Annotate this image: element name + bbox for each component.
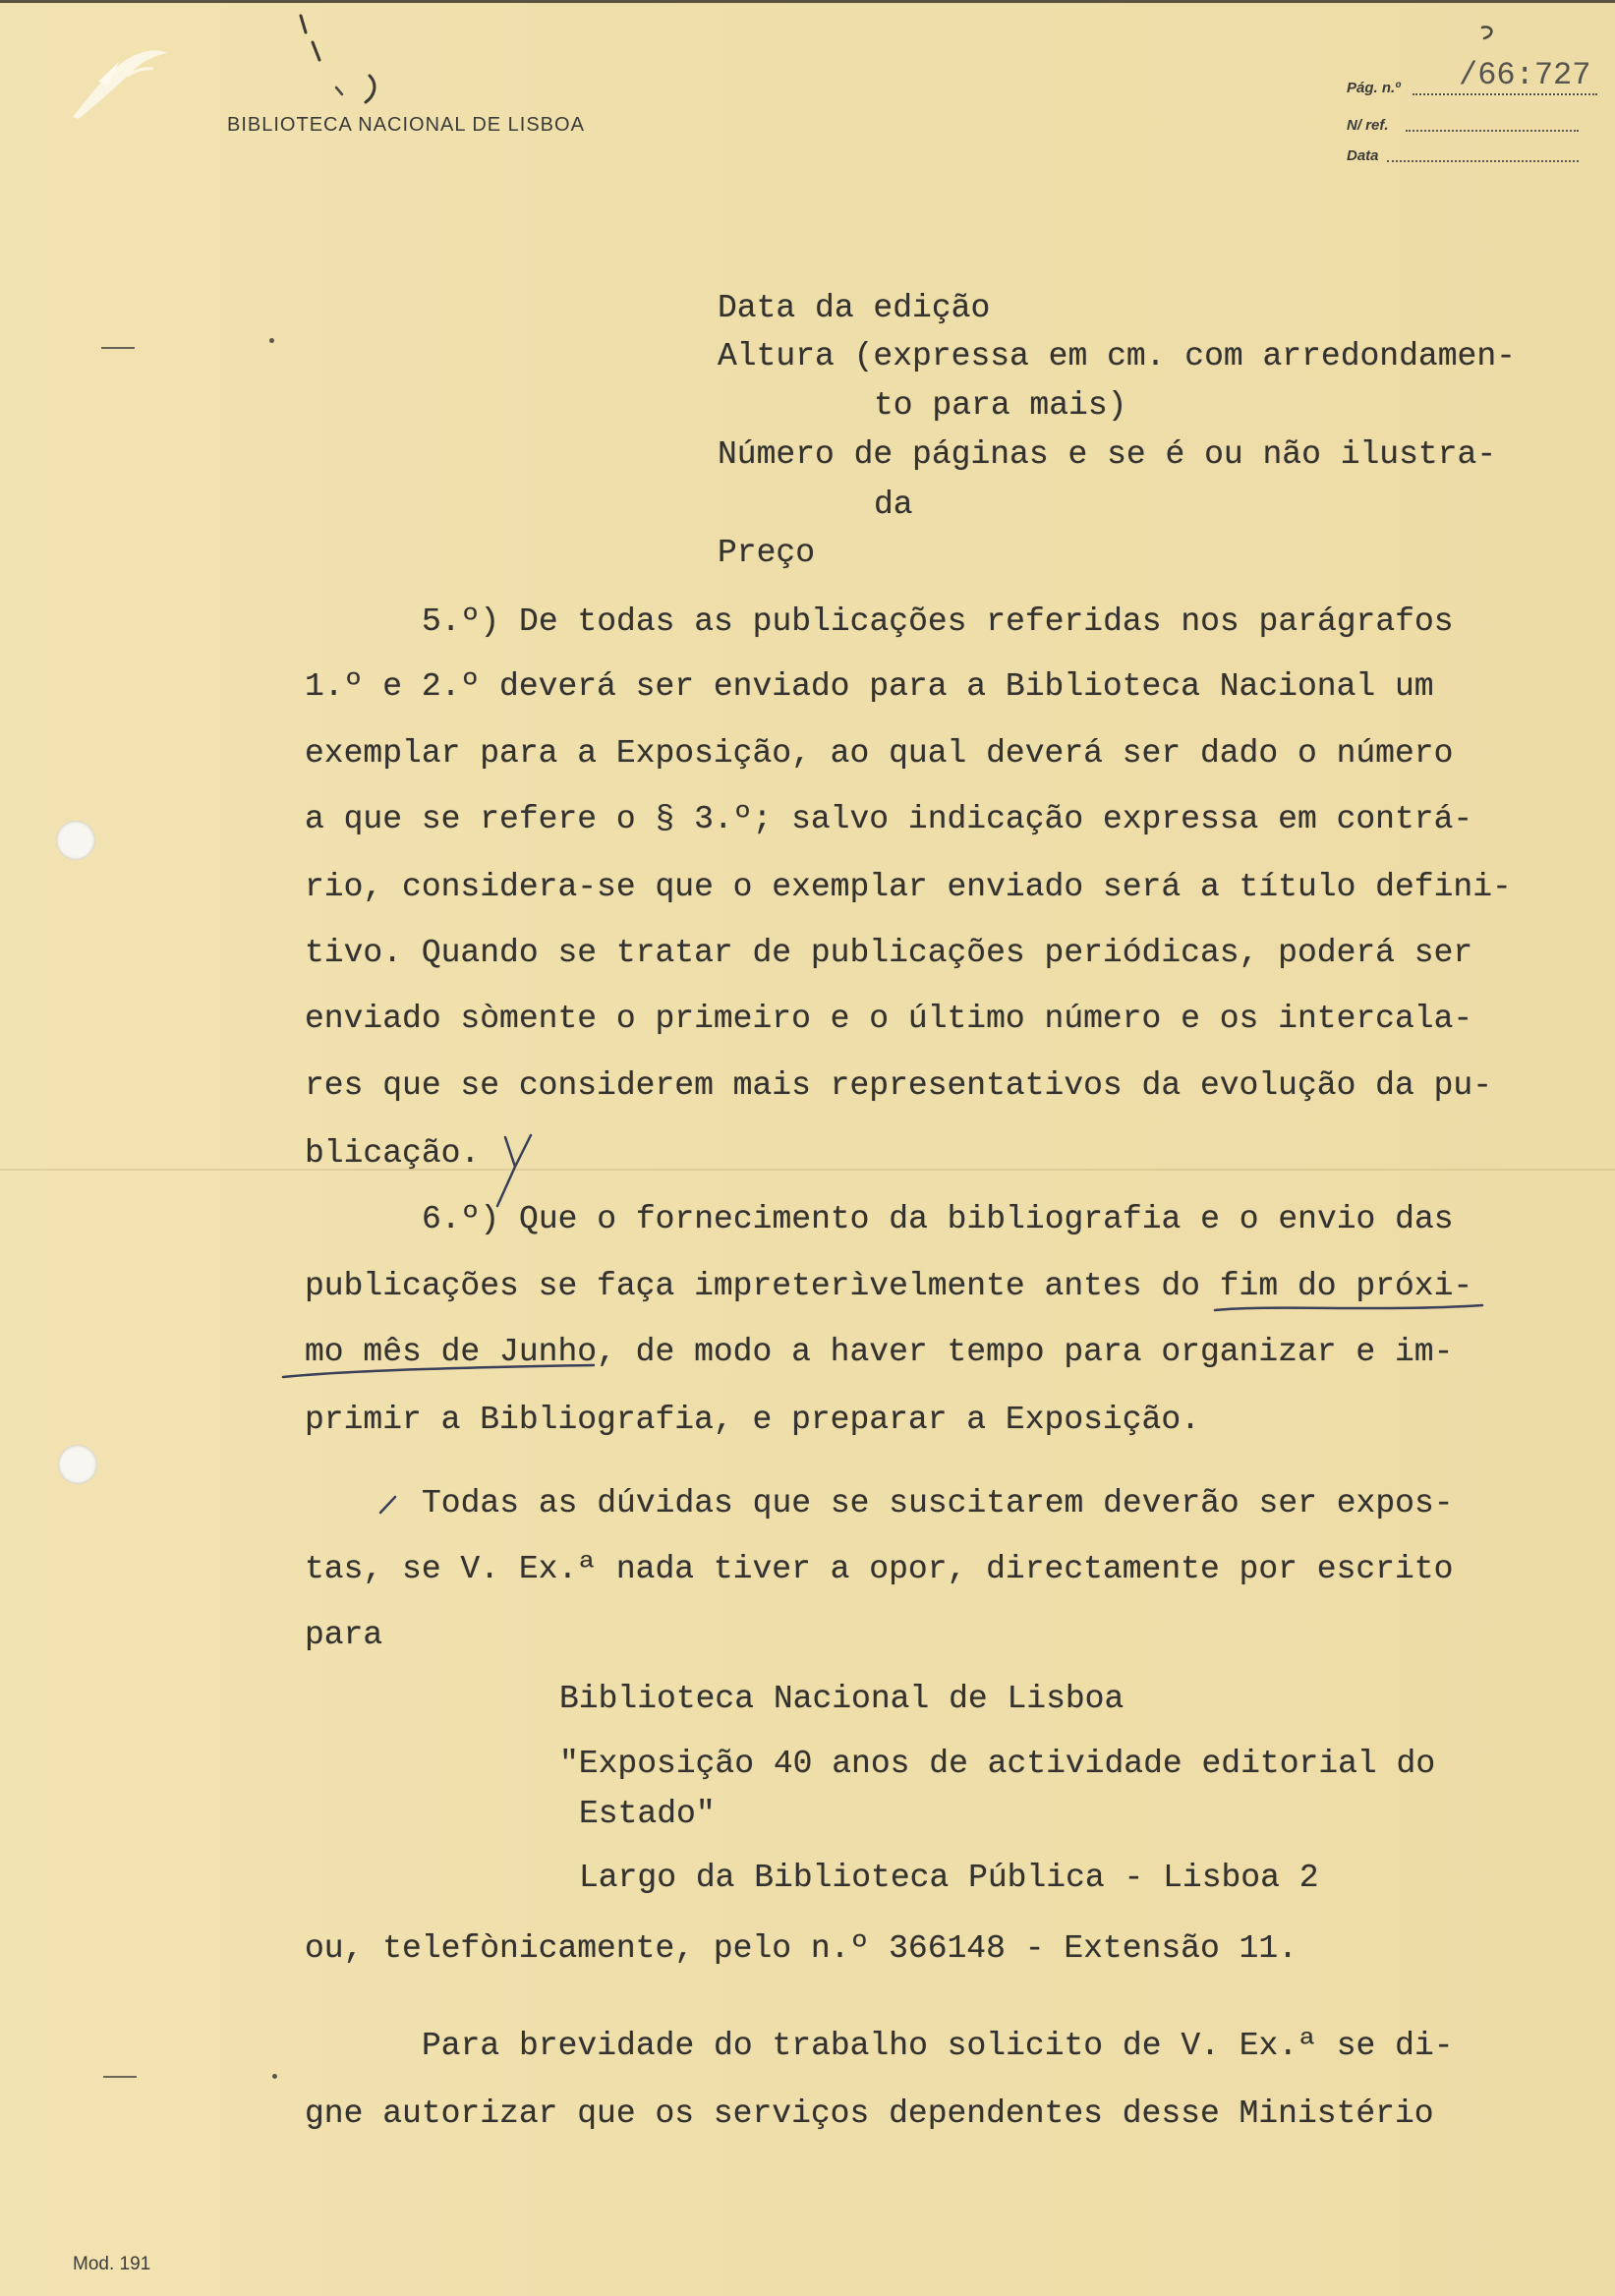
address-line: "Exposição 40 anos de actividade editorial do xyxy=(559,1746,1436,1782)
margin-dot-mark xyxy=(272,2074,277,2079)
reference-dotted-line xyxy=(1406,130,1579,132)
fields-list-line: da xyxy=(874,487,913,523)
paragraph-6-line: primir a Bibliografia, e preparar a Exposição. xyxy=(305,1402,1200,1438)
fields-list-line: Data da edição xyxy=(718,290,991,326)
paragraph-5-line: 5.º) De todas as publicações referidas nos parágrafos xyxy=(422,603,1454,640)
closing-line: Para brevidade do trabalho solicito de V. Ex.ª se di- xyxy=(422,2028,1454,2064)
reference-label: N/ ref. xyxy=(1347,117,1389,134)
punch-hole xyxy=(56,821,95,860)
paragraph-doubts-line: tas, se V. Ex.ª nada tiver a opor, directamente por escrito xyxy=(305,1551,1454,1587)
paragraph-doubts-line: para xyxy=(305,1617,383,1653)
top-pen-stroke-mark xyxy=(313,42,319,60)
slash-mark xyxy=(380,1497,395,1513)
paragraph-6-line: 6.º) Que o fornecimento da bibliografia e o envio das xyxy=(422,1201,1454,1237)
paper-fold-line xyxy=(0,1169,1615,1171)
paragraph-5-line: 1.º e 2.º deverá ser enviado para a Biblioteca Nacional um xyxy=(305,668,1434,705)
paragraph-5-line: res que se considerem mais representativos da evolução da pu- xyxy=(305,1067,1492,1104)
punch-hole xyxy=(58,1445,97,1484)
paragraph-6-line: publicações se faça impreterìvelmente antes do fim do próxi- xyxy=(305,1268,1473,1304)
top-right-pen-mark xyxy=(1482,27,1491,38)
date-dotted-line xyxy=(1387,160,1579,162)
page-number-label: Pág. n.º xyxy=(1347,80,1401,96)
top-pen-bracket-mark xyxy=(366,76,375,102)
paragraph-6-line: mo mês de Junho, de modo a haver tempo para organizar e im- xyxy=(305,1334,1454,1370)
paragraph-5-line: tivo. Quando se tratar de publicações periódicas, poderá ser xyxy=(305,935,1473,971)
paragraph-5-line: a que se refere o § 3.º; salvo indicação expressa em contrá- xyxy=(305,801,1473,837)
fields-list-line: Preço xyxy=(718,535,816,571)
margin-fold-mark xyxy=(101,347,135,349)
address-line: Largo da Biblioteca Pública - Lisboa 2 xyxy=(579,1860,1319,1896)
paragraph-5-line: rio, considera-se que o exemplar enviado será a título defini- xyxy=(305,869,1512,905)
check-mark-icon xyxy=(497,1135,531,1206)
address-line: Estado" xyxy=(579,1796,716,1832)
fields-list-line: Altura (expressa em cm. com arredondamen- xyxy=(718,338,1516,374)
fields-list-line: Número de páginas e se é ou não ilustra- xyxy=(718,436,1497,473)
closing-line: gne autorizar que os serviços dependentes desse Ministério xyxy=(305,2095,1434,2132)
margin-fold-mark xyxy=(103,2076,137,2078)
top-pen-stroke-mark xyxy=(301,16,306,32)
fields-list-line: to para mais) xyxy=(874,387,1127,424)
margin-dot-mark xyxy=(269,338,274,343)
page-number-value: /66:727 xyxy=(1459,57,1591,93)
date-label: Data xyxy=(1347,147,1379,164)
top-pen-stroke-mark xyxy=(336,87,342,94)
paragraph-5-line: exemplar para a Exposição, ao qual deverá ser dado o número xyxy=(305,735,1454,772)
institution-name: BIBLIOTECA NACIONAL DE LISBOA xyxy=(227,114,585,136)
phone-line: ou, telefònicamente, pelo n.º 366148 - Extensão 11. xyxy=(305,1930,1298,1967)
address-line: Biblioteca Nacional de Lisboa xyxy=(559,1681,1125,1717)
paragraph-5-line: enviado sòmente o primeiro e o último número e os intercala- xyxy=(305,1001,1473,1037)
library-bird-logo-icon xyxy=(59,42,177,131)
paragraph-5-line: blicação. xyxy=(305,1135,481,1172)
paragraph-doubts-line: Todas as dúvidas que se suscitarem deverão ser expos- xyxy=(422,1485,1454,1521)
form-code: Mod. 191 xyxy=(73,2254,151,2274)
